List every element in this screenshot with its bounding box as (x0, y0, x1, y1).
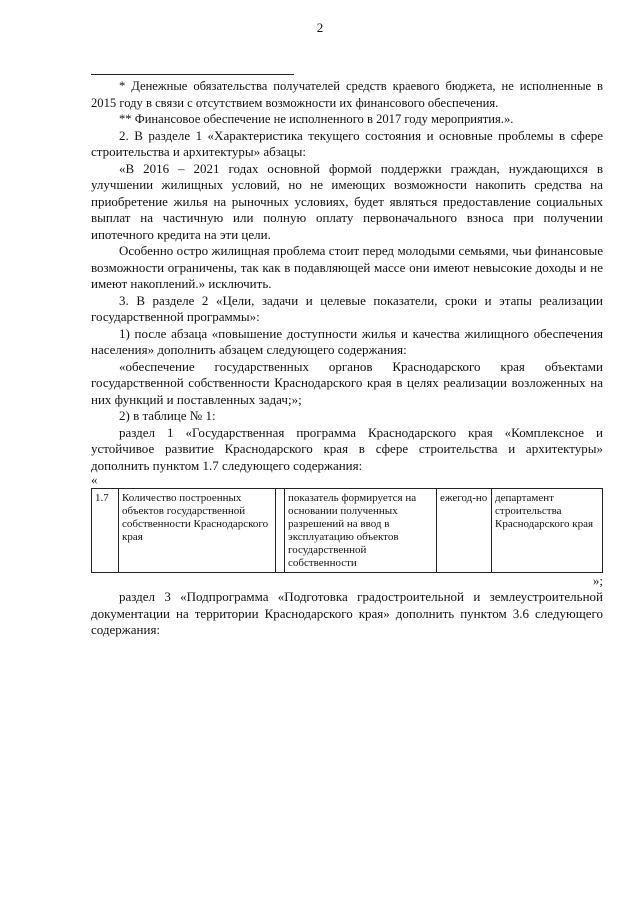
paragraph-section-1-table: раздел 1 «Государственная программа Краснодарского края «Комплексное и устойчивое развитие Краснодарского края в сфере строительства и архитектуры» дополнить пунктом 1.7 следующего содержания: (91, 424, 603, 473)
table-quote-close: »; (592, 573, 603, 588)
cell-number: 1.7 (92, 489, 119, 573)
table-row (92, 489, 603, 573)
cell-description: показатель формируется на основании полученных разрешений на ввод в эксплуатацию объектов государственной собственности (285, 489, 437, 573)
table-quote-open: « (91, 472, 98, 487)
footnote-divider (91, 74, 294, 75)
cell-responsible: департамент строительства Краснодарского края (492, 489, 603, 573)
paragraph-quote-support: «В 2016 – 2021 годах основной формой поддержки граждан, нуждающихся в улучшении жилищных условий, но не имеющих возможности накопить средства на приобретение жилья на рыночных условиях, будет являться предоставление социальных выплат на частичную или полную оплату первоначального взноса при получении ипотечного кредита на эти цели. (91, 160, 603, 242)
page-number: 2 (316, 20, 324, 35)
paragraph-item-1: 1) после абзаца «повышение доступности жилья и качества жилищного обеспечения населения» дополнить абзацем следующего содержания: (91, 325, 603, 357)
indicator-table (91, 488, 603, 573)
footnote-1: * Денежные обязательства получателей средств краевого бюджета, не исполненные в 2015 году в связи с отсутствием возможности их финансового обеспечения. (91, 79, 603, 110)
cell-indicator: Количество построенных объектов государственной собственности Краснодарского края (119, 489, 276, 573)
cell-empty (276, 489, 285, 573)
paragraph-section-1: 2. В разделе 1 «Характеристика текущего состояния и основные проблемы в сфере строительства и архитектуры» абзацы: (91, 127, 603, 159)
footnote-2: ** Финансовое обеспечение не исполненного в 2017 году мероприятия.». (119, 112, 514, 126)
paragraph-young-families: Особенно остро жилищная проблема стоит перед молодыми семьями, чьи финансовые возможности ограничены, так как в подавляющей массе они имеют невысокие доходы и не имеют накоплений.» исключить. (91, 243, 603, 291)
document-body (91, 78, 603, 639)
paragraph-item-2: 2) в таблице № 1: (119, 408, 216, 423)
paragraph-new-abzac: «обеспечение государственных органов Краснодарского края объектами государственной собственности Краснодарского края в целях реализации возложенных на них функций и поставленных задач;»; (91, 358, 603, 407)
paragraph-section-3: раздел 3 «Подпрограмма «Подготовка градостроительной и землеустроительной документации на территории Краснодарского края» дополнить пунктом 3.6 следующего содержания: (91, 589, 603, 637)
cell-frequency: ежегод-но (437, 489, 492, 573)
paragraph-section-2: 3. В разделе 2 «Цели, задачи и целевые показатели, сроки и этапы реализации государственной программы»: (91, 292, 603, 324)
